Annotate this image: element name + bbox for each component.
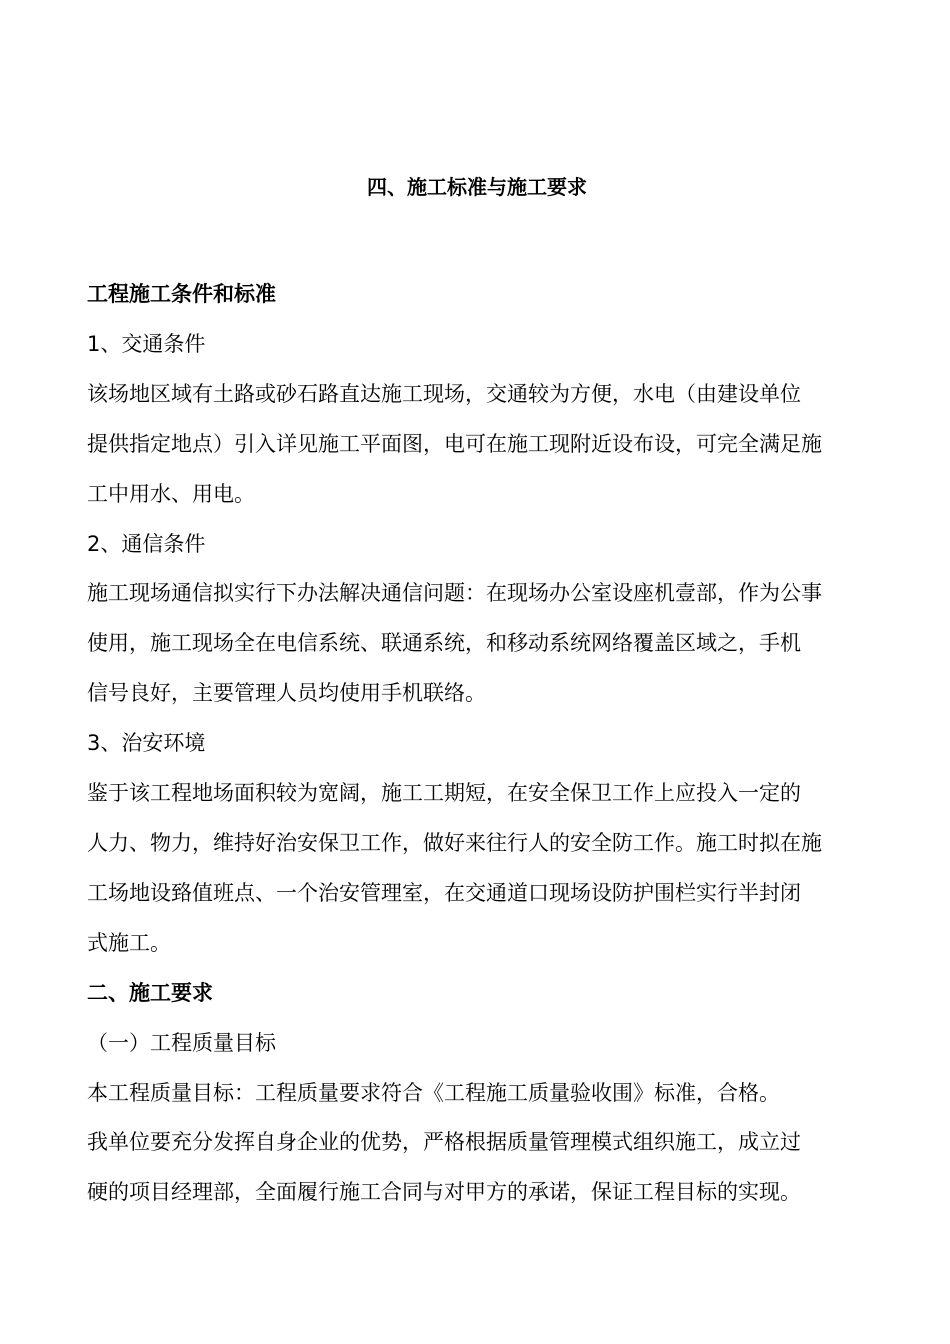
paragraph-line: 信号良好，主要管理人员均使用手机联络。 — [87, 681, 486, 706]
paragraph-line: 鉴于该工程地场面积较为宽阔，施工工期短，在安全保卫工作上应投入一定的 — [87, 781, 801, 806]
subheading: 2、通信条件 — [87, 531, 206, 556]
document-title: 四、施工标准与施工要求 — [367, 175, 587, 199]
section-heading: 二、施工要求 — [87, 980, 213, 1005]
paragraph-line: 施工现场通信拟实行下办法解决通信问题：在现场办公室设座机壹部，作为公事 — [87, 581, 822, 606]
paragraph-line: 工中用水、用电。 — [87, 481, 255, 506]
subheading: 3、治安环境 — [87, 731, 206, 756]
subheading: （一）工程质量目标 — [87, 1030, 276, 1055]
paragraph-line: 硬的项目经理部，全面履行施工合同与对甲方的承诺，保证工程目标的实现。 — [87, 1180, 801, 1205]
paragraph-line: 工场地设臵值班点、一个治安管理室，在交通道口现场设防护围栏实行半封闭 — [87, 880, 801, 905]
paragraph-line: 我单位要充分发挥自身企业的优势，严格根据质量管理模式组织施工，成立过 — [87, 1130, 801, 1155]
section-heading: 工程施工条件和标准 — [87, 282, 276, 306]
document-body — [87, 270, 867, 1218]
subheading: 1、交通条件 — [87, 331, 206, 356]
paragraph-line: 本工程质量目标：工程质量要求符合《工程施工质量验收围》标准，合格。 — [87, 1080, 780, 1105]
paragraph-line: 该场地区域有土路或砂石路直达施工现场，交通较为方便，水电（由建设单位 — [87, 381, 801, 406]
paragraph-line: 使用，施工现场全在电信系统、联通系统，和移动系统网络覆盖区域之，手机 — [87, 631, 801, 656]
paragraph-line: 人力、物力，维持好治安保卫工作，做好来往行人的安全防工作。施工时拟在施 — [87, 830, 822, 855]
paragraph-line: 式施工。 — [87, 930, 171, 955]
paragraph-line: 提供指定地点）引入详见施工平面图，电可在施工现附近设布设，可完全满足施 — [87, 431, 822, 456]
